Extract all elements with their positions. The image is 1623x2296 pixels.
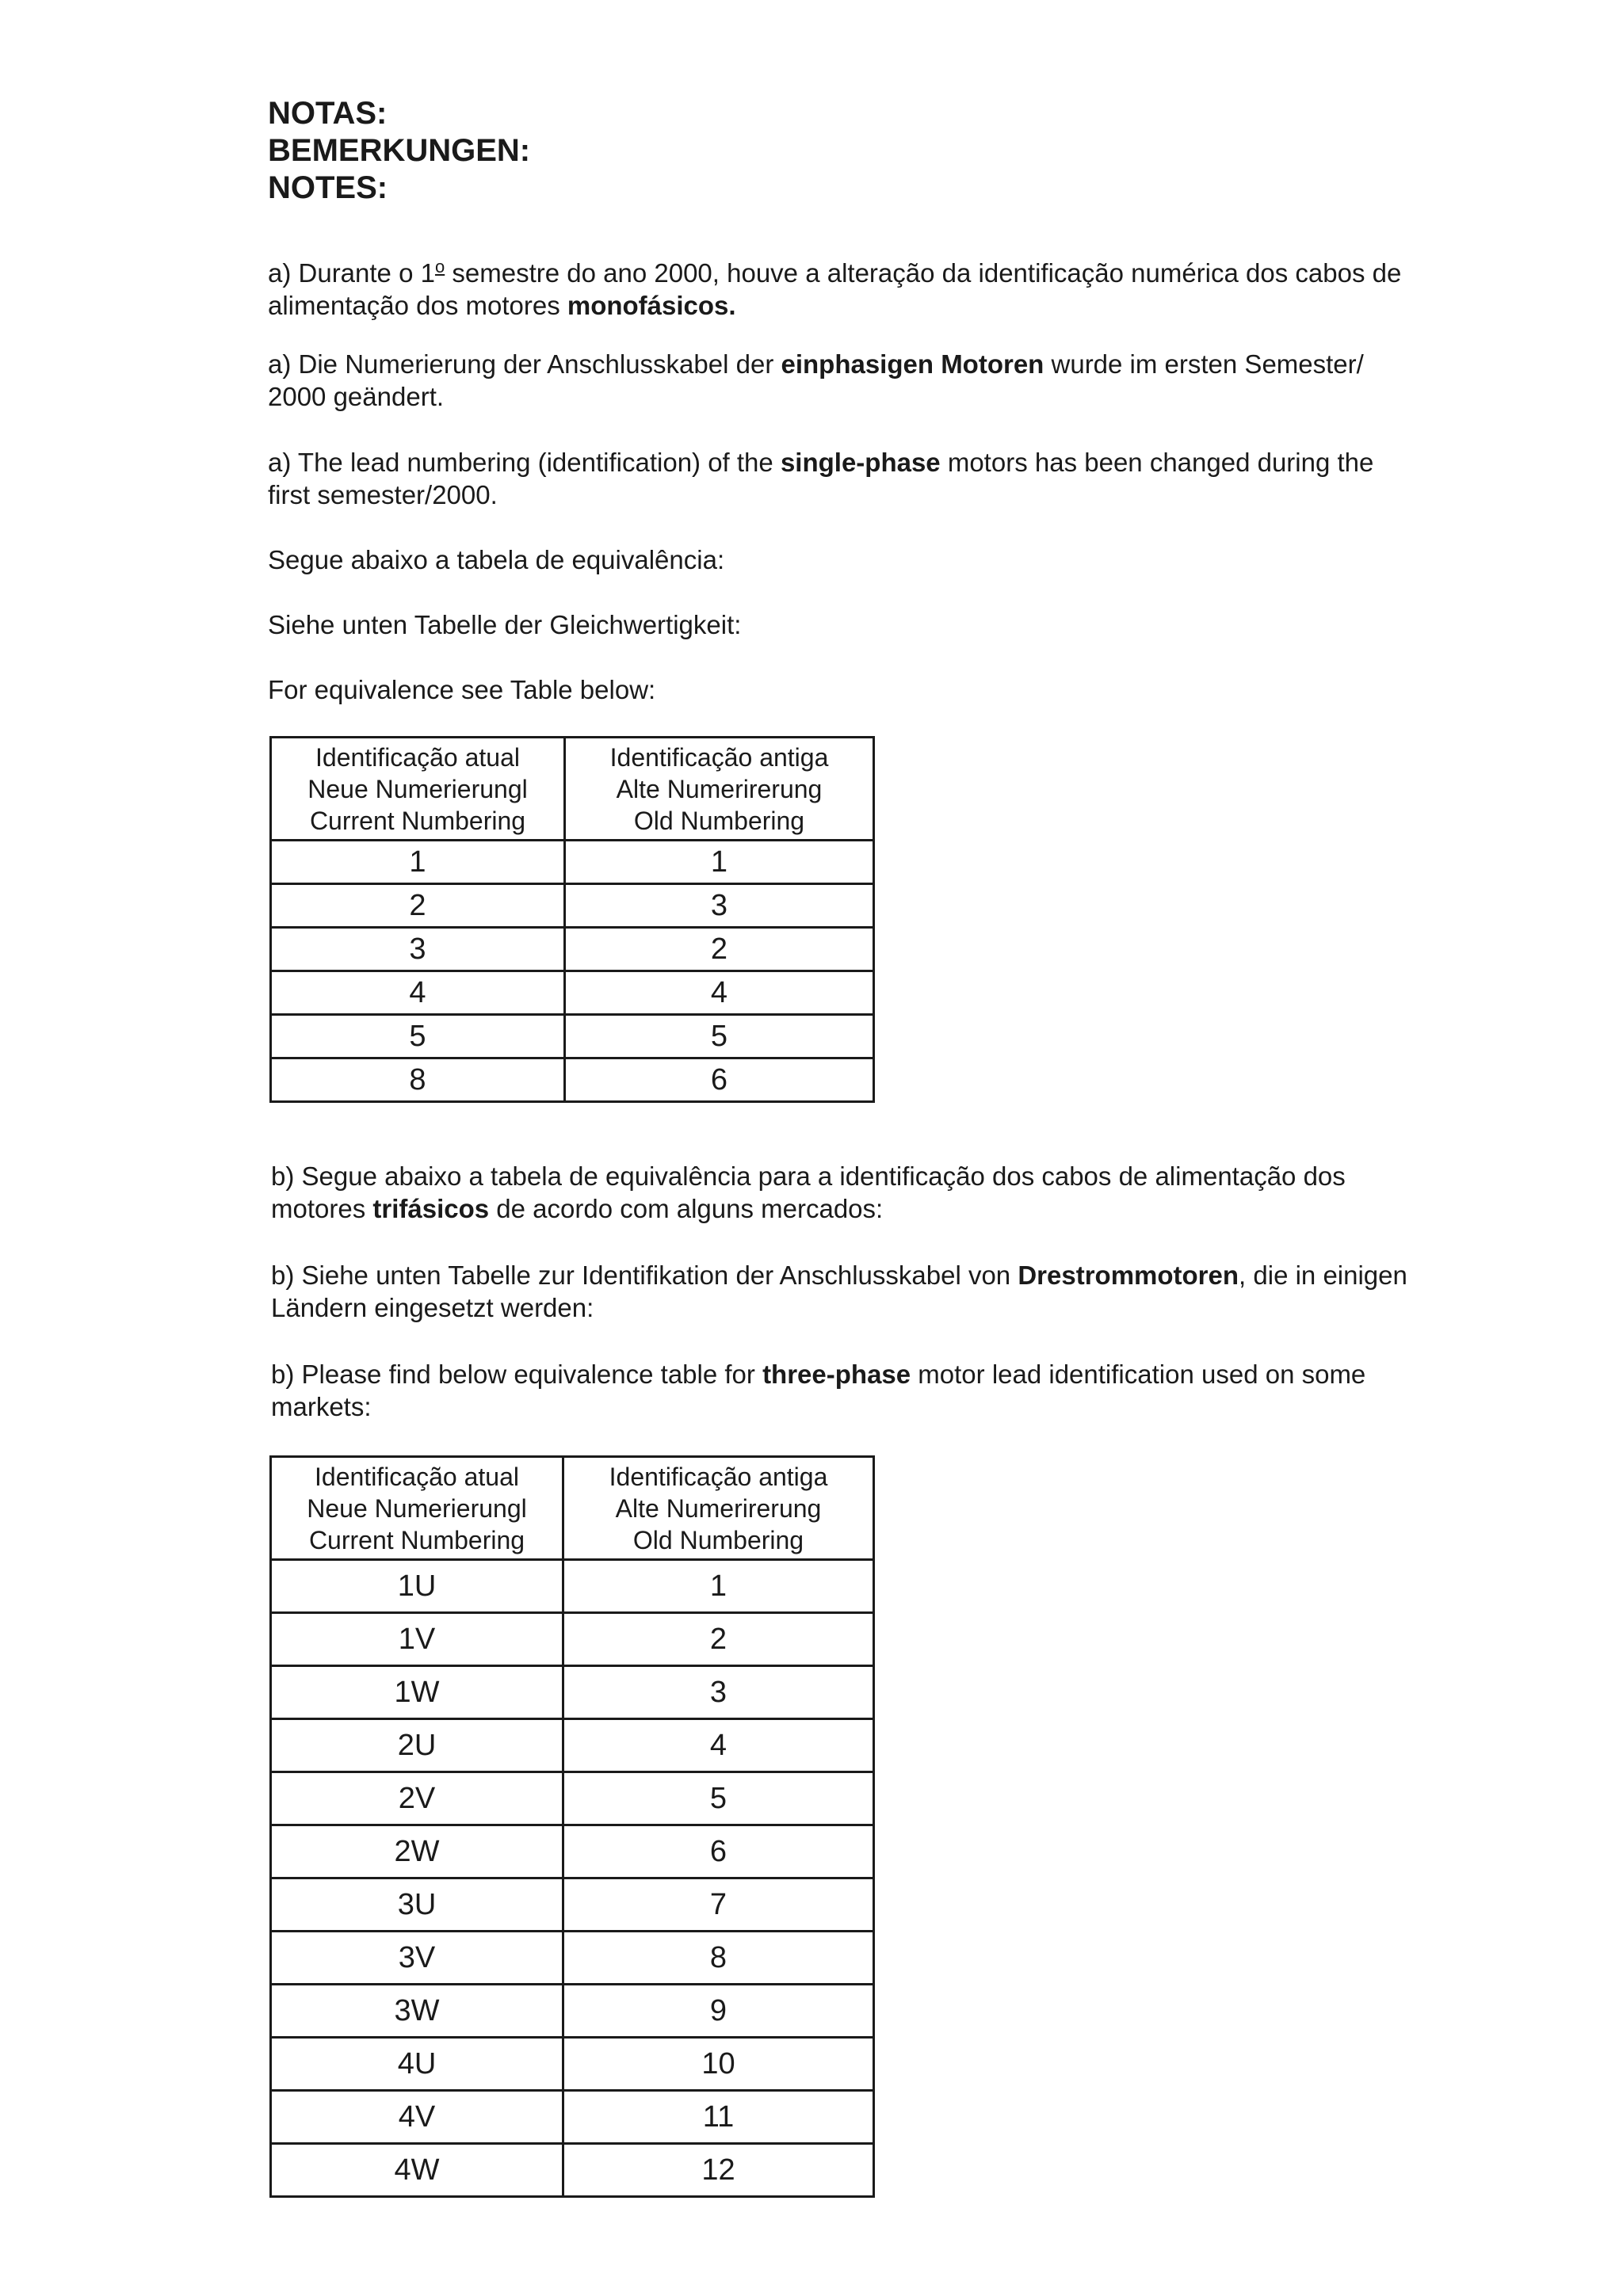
table-row bbox=[271, 928, 874, 971]
note-a-en: a) The lead numbering (identification) of the single-phase motors has been changed during the first semester/2000. bbox=[268, 448, 1374, 509]
table-row bbox=[271, 2038, 874, 2091]
current-number-cell: 4U bbox=[271, 2038, 563, 2091]
header-old-numbering: Identificação antiga Alte Numerirerung Old Numbering bbox=[563, 1457, 874, 1560]
see-table-de: Siehe unten Tabelle der Gleichwertigkeit: bbox=[268, 610, 742, 639]
current-number-cell: 3W bbox=[271, 1985, 563, 2038]
current-number-cell: 1W bbox=[271, 1666, 563, 1719]
heading-notas: NOTAS: bbox=[268, 96, 388, 131]
current-number-cell: 2U bbox=[271, 1719, 563, 1772]
old-number-cell: 5 bbox=[565, 1015, 874, 1058]
notes-headings bbox=[268, 95, 530, 207]
note-b-pt: b) Segue abaixo a tabela de equivalência para a identificação dos cabos de alimentação dos motores trifásicos de acordo com alguns mercados: bbox=[271, 1161, 1346, 1223]
current-number-cell: 3 bbox=[271, 928, 565, 971]
bold-three-phase: three-phase bbox=[762, 1360, 911, 1389]
old-number-cell: 11 bbox=[563, 2091, 874, 2144]
bold-trifasicos: trifásicos bbox=[372, 1194, 490, 1223]
current-number-cell: 2W bbox=[271, 1825, 563, 1878]
current-number-cell: 4 bbox=[271, 971, 565, 1015]
old-number-cell: 1 bbox=[565, 841, 874, 884]
table-body bbox=[271, 1560, 874, 2197]
current-number-cell: 8 bbox=[271, 1058, 565, 1102]
old-number-cell: 9 bbox=[563, 1985, 874, 2038]
current-number-cell: 3U bbox=[271, 1878, 563, 1932]
old-number-cell: 4 bbox=[565, 971, 874, 1015]
table-row bbox=[271, 1560, 874, 1613]
current-number-cell: 4W bbox=[271, 2144, 563, 2197]
table-row bbox=[271, 1932, 874, 1985]
header-current-numbering: Identificação atual Neue Numerierungl Current Numbering bbox=[271, 738, 565, 841]
old-number-cell: 4 bbox=[563, 1719, 874, 1772]
heading-bemerkungen: BEMERKUNGEN: bbox=[268, 133, 531, 168]
header-current-numbering: Identificação atual Neue Numerierungl Current Numbering bbox=[271, 1457, 563, 1560]
bold-single-phase: single-phase bbox=[780, 448, 941, 477]
old-number-cell: 6 bbox=[565, 1058, 874, 1102]
table-row bbox=[271, 1666, 874, 1719]
see-table-pt: Segue abaixo a tabela de equivalência: bbox=[268, 545, 725, 574]
note-b-en: b) Please find below equivalence table for three-phase motor lead identification used on some markets: bbox=[271, 1360, 1366, 1421]
heading-notes: NOTES: bbox=[268, 170, 388, 205]
old-number-cell: 5 bbox=[563, 1772, 874, 1825]
old-number-cell: 3 bbox=[563, 1666, 874, 1719]
current-number-cell: 4V bbox=[271, 2091, 563, 2144]
old-number-cell: 1 bbox=[563, 1560, 874, 1613]
single-phase-equivalence-table bbox=[269, 736, 875, 1103]
table-row bbox=[271, 2144, 874, 2197]
old-number-cell: 2 bbox=[565, 928, 874, 971]
current-number-cell: 5 bbox=[271, 1015, 565, 1058]
old-number-cell: 3 bbox=[565, 884, 874, 928]
old-number-cell: 2 bbox=[563, 1613, 874, 1666]
old-number-cell: 6 bbox=[563, 1825, 874, 1878]
table-row bbox=[271, 1772, 874, 1825]
table-row bbox=[271, 1058, 874, 1102]
old-number-cell: 8 bbox=[563, 1932, 874, 1985]
table-row bbox=[271, 841, 874, 884]
table-row bbox=[271, 971, 874, 1015]
table-row bbox=[271, 2091, 874, 2144]
note-a-pt: a) Durante o 1$^o$ semestre do ano 2000, houve a alteração da identificação numérica dos cabos de alimentação dos motores monofásicos. bbox=[268, 257, 1402, 320]
current-number-cell: 1U bbox=[271, 1560, 563, 1613]
see-table-en: For equivalence see Table below: bbox=[268, 675, 656, 704]
current-number-cell: 3V bbox=[271, 1932, 563, 1985]
header-old-numbering: Identificação antiga Alte Numerirerung Old Numbering bbox=[565, 738, 874, 841]
note-a-de: a) Die Numerierung der Anschlusskabel der einphasigen Motoren wurde im ersten Semester/ 2000 geändert. bbox=[268, 349, 1364, 411]
three-phase-equivalence-table bbox=[269, 1455, 875, 2198]
current-number-cell: 1V bbox=[271, 1613, 563, 1666]
table-row bbox=[271, 1719, 874, 1772]
table-row bbox=[271, 1015, 874, 1058]
note-b-de: b) Siehe unten Tabelle zur Identifikation der Anschlusskabel von Drestrommotoren, die in einigen Ländern eingesetzt werden: bbox=[271, 1261, 1407, 1322]
table-row bbox=[271, 884, 874, 928]
ordinal-superscript: o bbox=[434, 257, 445, 277]
old-number-cell: 10 bbox=[563, 2038, 874, 2091]
current-number-cell: 2 bbox=[271, 884, 565, 928]
table-row bbox=[271, 1613, 874, 1666]
table-header-row bbox=[271, 738, 874, 841]
bold-monofasicos: monofásicos. bbox=[567, 291, 736, 320]
table-row bbox=[271, 1825, 874, 1878]
old-number-cell: 12 bbox=[563, 2144, 874, 2197]
table-header-row bbox=[271, 1457, 874, 1560]
table-row bbox=[271, 1878, 874, 1932]
old-number-cell: 7 bbox=[563, 1878, 874, 1932]
table-row bbox=[271, 1985, 874, 2038]
bold-drestrommotoren: Drestrommotoren bbox=[1018, 1261, 1239, 1290]
table-body bbox=[271, 841, 874, 1102]
bold-einphasigen-motoren: einphasigen Motoren bbox=[781, 349, 1044, 379]
current-number-cell: 2V bbox=[271, 1772, 563, 1825]
current-number-cell: 1 bbox=[271, 841, 565, 884]
